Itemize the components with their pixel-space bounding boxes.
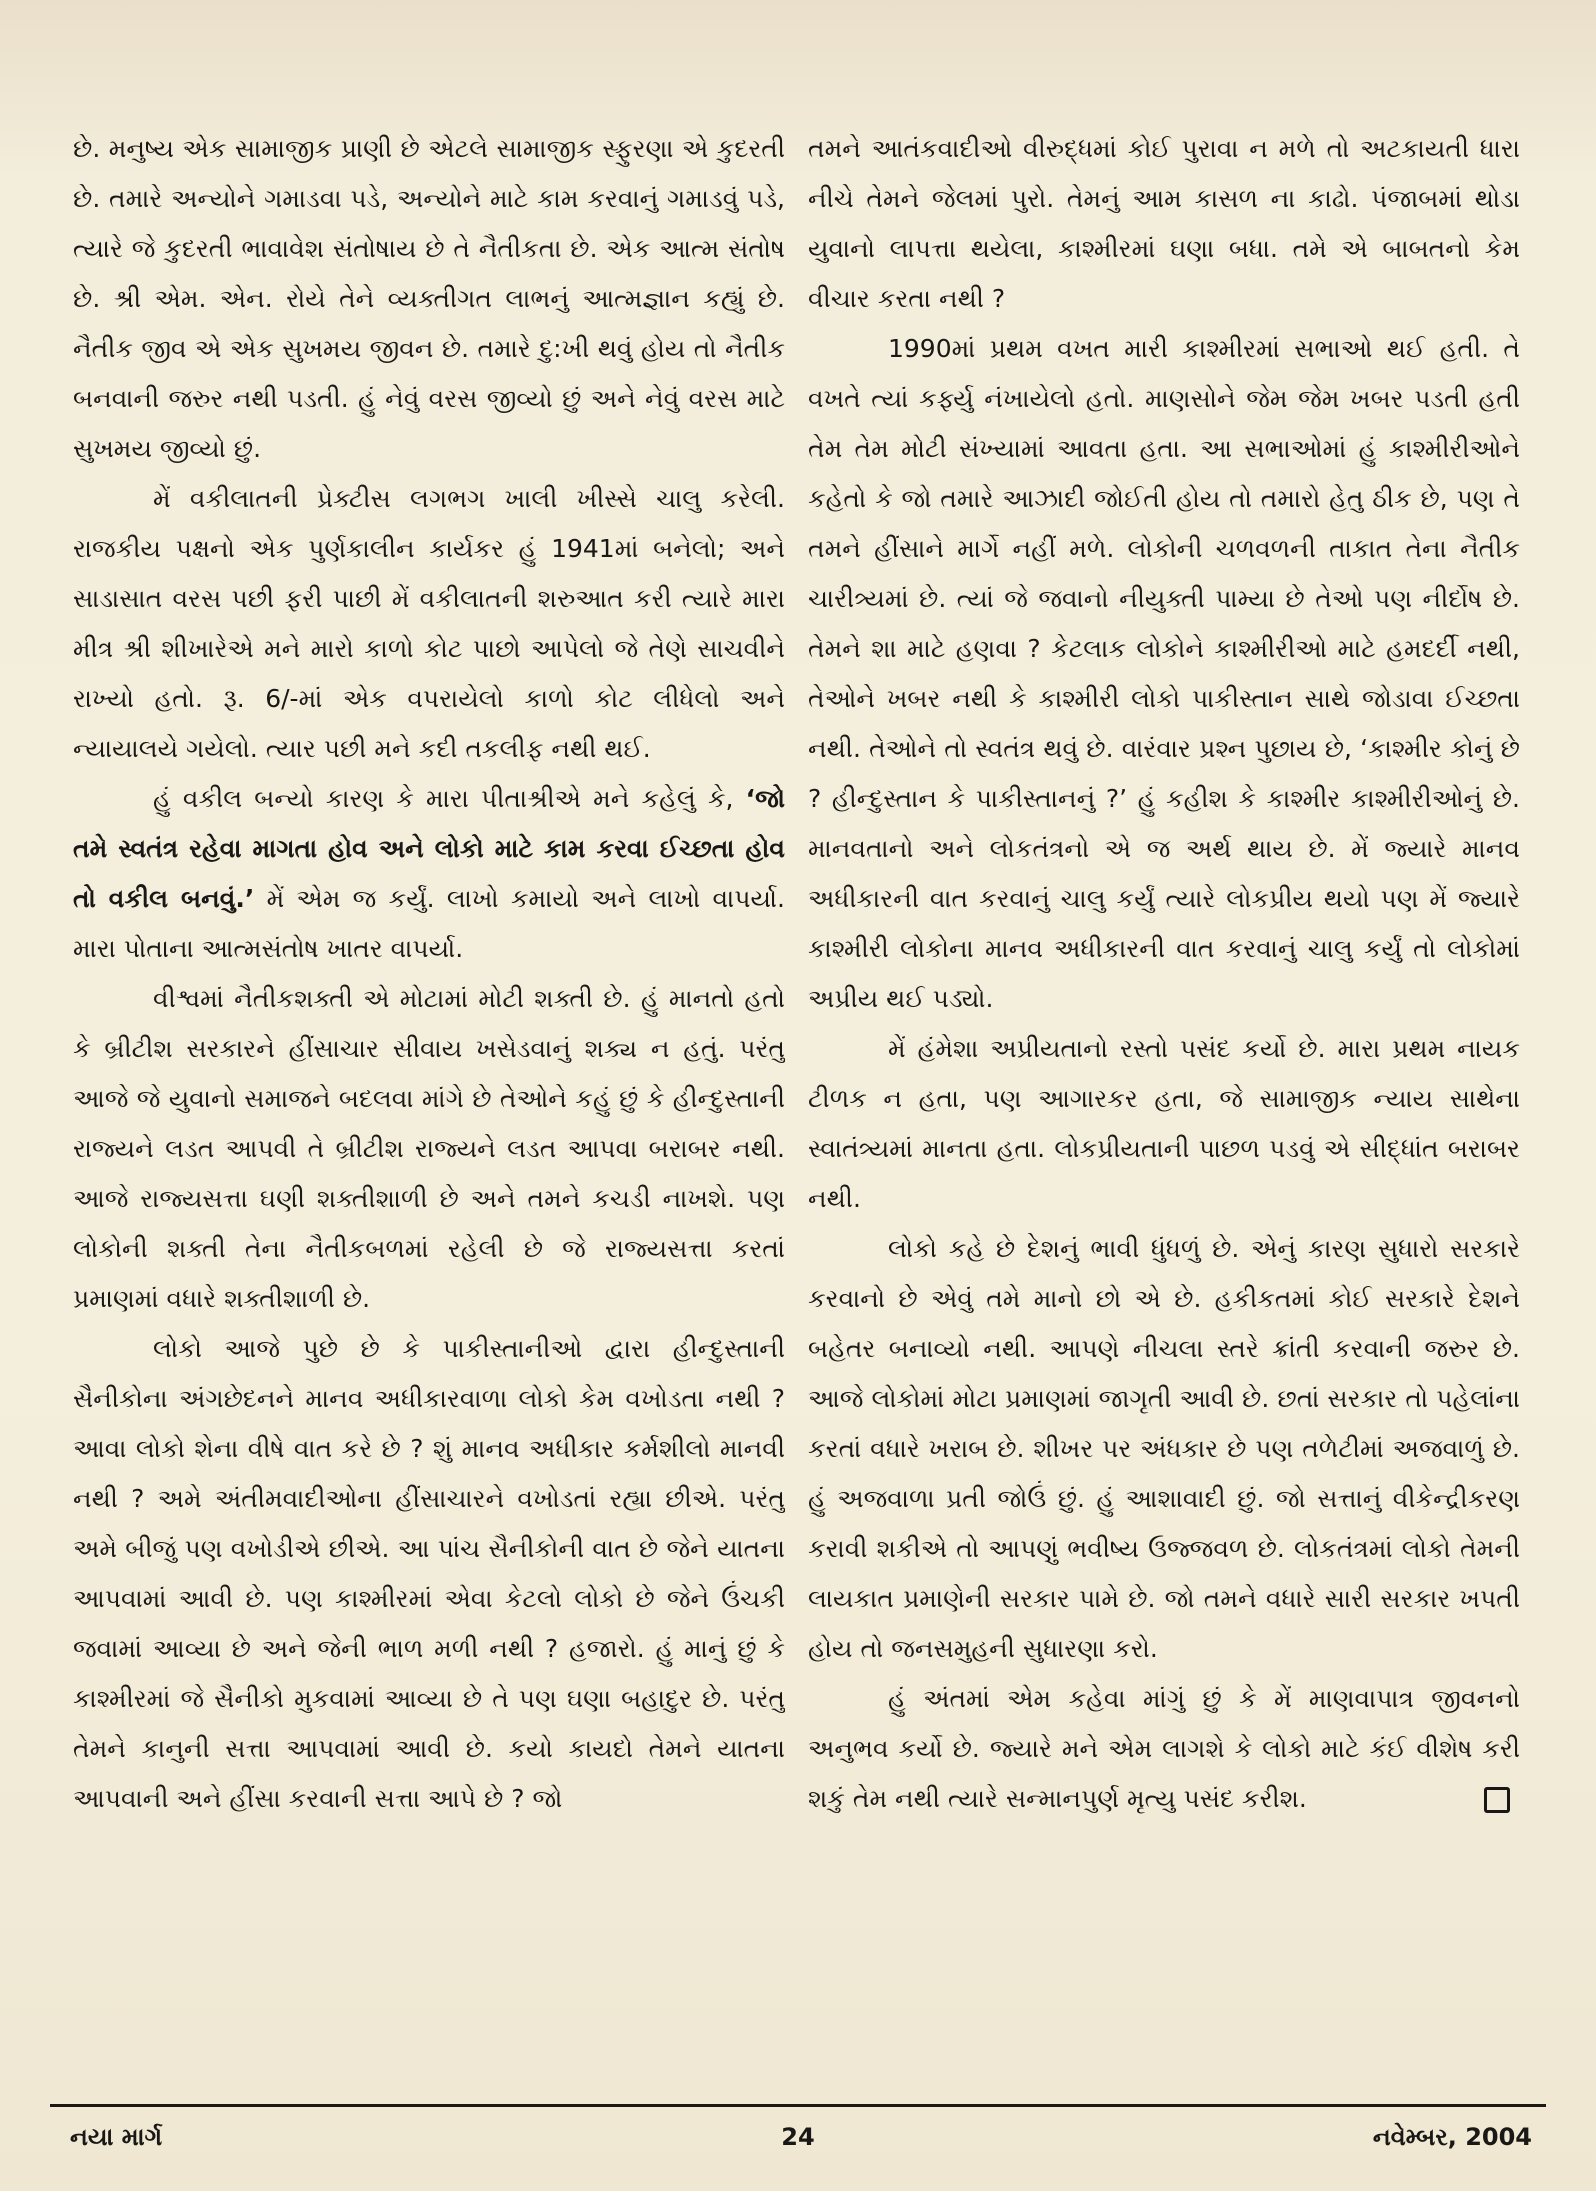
- footer-magazine-name: નયા માર્ગ: [70, 2123, 163, 2151]
- paragraph: મેં હંમેશા અપ્રીયતાનો રસ્તો પસંદ કર્યો છે. મારા પ્રથમ નાયક ટીળક ન હતા, પણ આગારકર હતા, જે સામાજીક ન્યાય સાથેના સ્વાતંત્ર્યમાં માનતા હતા. લોકપ્રીયતાની પાછળ પડવું એ સીદ્ધાંત બરાબર નથી.: [808, 1034, 1520, 1213]
- paragraph: મેં વકીલાતની પ્રેક્ટીસ લગભગ ખાલી ખીસ્સે ચાલુ કરેલી. રાજકીય પક્ષનો એક પુર્ણકાલીન કાર્યકર હું 1941માં બનેલો; અને સાડાસાત વરસ પછી ફરી પાછી મેં વકીલાતની શરુઆત કરી ત્યારે મારા મીત્ર શ્રી શીખારેએ મને મારો કાળો કોટ પાછો આપેલો જે તેણે સાચવીને રાખ્યો હતો. રૂ. 6/-માં એક વપરાયેલો કાળો કોટ લીધેલો અને ન્યાયાલયે ગયેલો. ત્યાર પછી મને કદી તકલીફ નથી થઈ.: [73, 484, 785, 763]
- paragraph: છે. મનુષ્ય એક સામાજીક પ્રાણી છે એટલે સામાજીક સ્ફુરણા એ કુદરતી છે. તમારે અન્યોને ગમાડવા પડે, અન્યોને માટે કામ કરવાનું ગમાડવું પડે, ત્યારે જે કુદરતી ભાવાવેશ સંતોષાય છે તે નૈતીકતા છે. એક આત્મ સંતોષ છે. શ્રી એમ. એન. રોયે તેને વ્યક્તીગત લાભનું આત્મજ્ઞાન કહ્યું છે. નૈતીક જીવ એ એક સુખમય જીવન છે. તમારે દુ:ખી થવું હોય તો નૈતીક બનવાની જરુર નથી પડતી. હું નેવું વરસ જીવ્યો છું અને નેવું વરસ માટે સુખમય જીવ્યો છું.: [73, 134, 785, 463]
- footer-divider: [50, 2104, 1546, 2107]
- end-of-article-icon: [1484, 1787, 1510, 1813]
- paragraph-text: હું અંતમાં એમ કહેવા માંગું છું કે મેં માણવાપાત્ર જીવનનો અનુભવ કર્યો છે. જ્યારે મને એમ લાગશે કે લોકો માટે કંઈ વીશેષ કરી શકું તેમ નથી ત્યારે સન્માનપુર્ણ મૃત્યુ પસંદ કરીશ.: [808, 1684, 1520, 1813]
- paragraph: [73, 774, 785, 974]
- footer-date: નવેમ્બર, 2004: [1372, 2123, 1532, 2151]
- paragraph: 1990માં પ્રથમ વખત મારી કાશ્મીરમાં સભાઓ થઈ હતી. તે વખતે ત્યાં કર્ફ્યુ નંખાયેલો હતો. માણસોને જેમ જેમ ખબર પડતી હતી તેમ તેમ મોટી સંખ્યામાં આવતા હતા. આ સભાઓમાં હું કાશ્મીરીઓને કહેતો કે જો તમારે આઝાદી જોઈતી હોય તો તમારો હેતુ ઠીક છે, પણ તે તમને હીંસાને માર્ગે નહીં મળે. લોકોની ચળવળની તાકાત તેના નૈતીક ચારીત્ર્યમાં છે. ત્યાં જે જવાનો નીયુક્તી પામ્યા છે તેઓ પણ નીર્દોષ છે. તેમને શા માટે હણવા ? કેટલાક લોકોને કાશ્મીરીઓ માટે હમદર્દી નથી, તેઓને ખબર નથી કે કાશ્મીરી લોકો પાકીસ્તાન સાથે જોડાવા ઈચ્છતા નથી. તેઓને તો સ્વતંત્ર થવું છે. વારંવાર પ્રશ્ન પુછાય છે, ‘કાશ્મીર કોનું છે ? હીન્દુસ્તાન કે પાકીસ્તાનનું ?’ હું કહીશ કે કાશ્મીર કાશ્મીરીઓનું છે. માનવતાનો અને લોકતંત્રનો એ જ અર્થ થાય છે. મેં જ્યારે માનવ અધીકારની વાત કરવાનું ચાલુ કર્યું ત્યારે લોકપ્રીય થયો પણ મેં જ્યારે કાશ્મીરી લોકોના માનવ અધીકારની વાત કરવાનું ચાલુ કર્યું તો લોકોમાં અપ્રીય થઈ પડ્યો.: [808, 334, 1520, 1013]
- paragraph: વીશ્વમાં નૈતીકશક્તી એ મોટામાં મોટી શક્તી છે. હું માનતો હતો કે બ્રીટીશ સરકારને હીંસાચાર સીવાય ખસેડવાનું શક્ય ન હતું. પરંતુ આજે જે યુવાનો સમાજને બદલવા માંગે છે તેઓને કહું છું કે હીન્દુસ્તાની રાજ્યને લડત આપવી તે બ્રીટીશ રાજ્યને લડત આપવા બરાબર નથી. આજે રાજ્યસત્તા ઘણી શક્તીશાળી છે અને તમને કચડી નાખશે. પણ લોકોની શક્તી તેના નૈતીકબળમાં રહેલી છે જે રાજ્યસત્તા કરતાં પ્રમાણમાં વધારે શક્તીશાળી છે.: [73, 984, 785, 1313]
- paragraph: તમને આતંકવાદીઓ વીરુદ્ધમાં કોઈ પુરાવા ન મળે તો અટકાયતી ધારા નીચે તેમને જેલમાં પુરો. તેમનું આમ કાસળ ના કાઢો. પંજાબમાં થોડા યુવાનો લાપત્તા થયેલા, કાશ્મીરમાં ઘણા બધા. તમે એ બાબતનો કેમ વીચાર કરતા નથી ?: [808, 134, 1520, 313]
- left-column: [73, 124, 785, 2088]
- paragraph: લોકો આજે પુછે છે કે પાકીસ્તાનીઓ દ્વારા હીન્દુસ્તાની સૈનીકોના અંગછેદનને માનવ અધીકારવાળા લોકો કેમ વખોડતા નથી ? આવા લોકો શેના વીષે વાત કરે છે ? શું માનવ અધીકાર કર્મશીલો માનવી નથી ? અમે અંતીમવાદીઓના હીંસાચારને વખોડતાં રહ્યા છીએ. પરંતુ અમે બીજું પણ વખોડીએ છીએ. આ પાંચ સૈનીકોની વાત છે જેને યાતના આપવામાં આવી છે. પણ કાશ્મીરમાં એવા કેટલો લોકો છે જેને ઉંચકી જવામાં આવ્યા છે અને જેની ભાળ મળી નથી ? હજારો. હું માનું છું કે કાશ્મીરમાં જે સૈનીકો મુકવામાં આવ્યા છે તે પણ ઘણા બહાદુર છે. પરંતુ તેમને કાનુની સત્તા આપવામાં આવી છે. કયો કાયદો તેમને યાતના આપવાની અને હીંસા કરવાની સત્તા આપે છે ? જો: [73, 1334, 785, 1813]
- paragraph: લોકો કહે છે દેશનું ભાવી ધુંધળું છે. એનું કારણ સુધારો સરકારે કરવાનો છે એવું તમે માનો છો એ છે. હકીકતમાં કોઈ સરકારે દેશને બહેતર બનાવ્યો નથી. આપણે નીચલા સ્તરે ક્રાંતી કરવાની જરુર છે. આજે લોકોમાં મોટા પ્રમાણમાં જાગૃતી આવી છે. છતાં સરકાર તો પહેલાંના કરતાં વધારે ખરાબ છે. શીખર પર અંધકાર છે પણ તળેટીમાં અજવાળું છે. હું અજવાળા પ્રતી જોઉં છું. હું આશાવાદી છું. જો સત્તાનું વીકેન્દ્રીકરણ કરાવી શકીએ તો આપણું ભવીષ્ય ઉજ્જવળ છે. લોકતંત્રમાં લોકો તેમની લાયકાત પ્રમાણેની સરકાર પામે છે. જો તમને વધારે સારી સરકાર ખપતી હોય તો જનસમુહની સુધારણા કરો.: [808, 1234, 1520, 1663]
- page-number: 24: [781, 2123, 815, 2151]
- right-column: [808, 124, 1520, 2088]
- paragraph-text: મેં એમ જ કર્યું. લાખો કમાયો અને લાખો વાપર્યા. મારા પોતાના આત્મસંતોષ ખાતર વાપર્યા.: [73, 884, 785, 963]
- paragraph: [808, 1674, 1520, 1824]
- father-quote: ‘જો તમે સ્વતંત્ર રહેવા માગતા હોવ અને લોકો માટે કામ કરવા ઈચ્છતા હોવ તો વકીલ બનવું.’: [73, 784, 785, 913]
- paragraph-text: હું વકીલ બન્યો કારણ કે મારા પીતાશ્રીએ મને કહેલું કે,: [153, 784, 734, 813]
